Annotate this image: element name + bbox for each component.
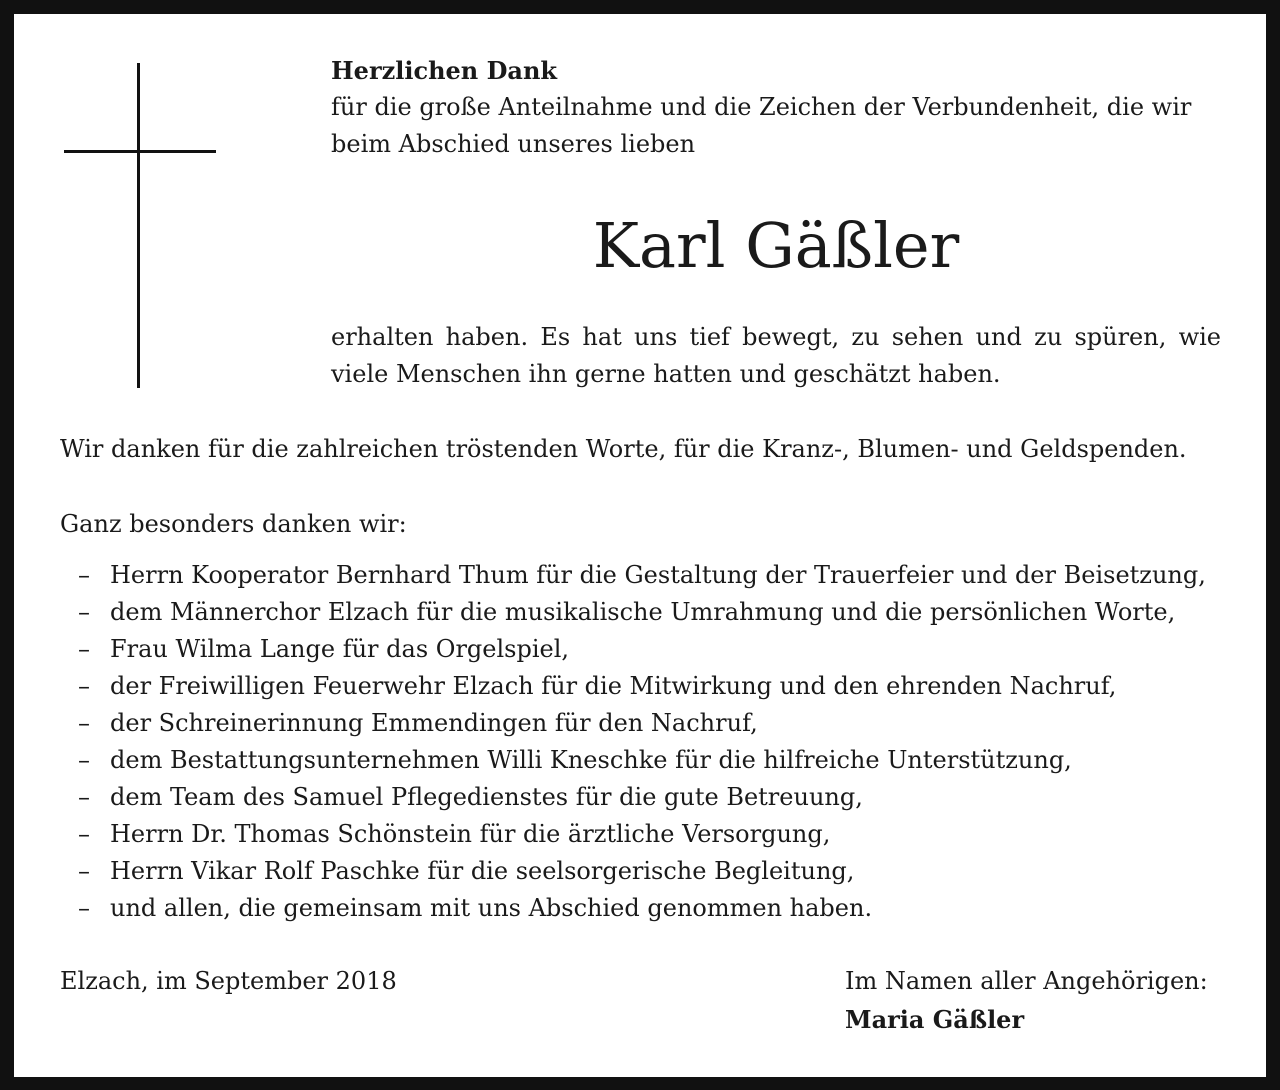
- list-item-text: dem Männerchor Elzach für die musikalische Umrahmung und die persönlichen Worte,: [110, 598, 1176, 626]
- dash-bullet: –: [78, 709, 90, 737]
- dash-bullet: –: [78, 820, 90, 848]
- list-item-text: und allen, die gemeinsam mit uns Abschied genommen haben.: [110, 894, 873, 922]
- dash-bullet: –: [78, 635, 90, 663]
- list-item-text: Herrn Vikar Rolf Paschke für die seelsorgerische Begleitung,: [110, 857, 855, 885]
- list-item-text: Herrn Kooperator Bernhard Thum für die Gestaltung der Trauerfeier und der Beisetzung,: [110, 561, 1206, 589]
- list-item: [78, 668, 1206, 705]
- signer-name: Maria Gäßler: [845, 1005, 1025, 1034]
- dash-bullet: –: [78, 894, 90, 922]
- cross-vertical-bar: [137, 63, 140, 388]
- list-item-text: der Freiwilligen Feuerwehr Elzach für die Mitwirkung und den ehrenden Nachruf,: [110, 672, 1117, 700]
- list-item: [78, 594, 1206, 631]
- dash-bullet: –: [78, 746, 90, 774]
- intro-block: [331, 52, 1221, 163]
- dash-bullet: –: [78, 857, 90, 885]
- list-item-text: Herrn Dr. Thomas Schönstein für die ärztliche Versorgung,: [110, 820, 831, 848]
- list-item: [78, 742, 1206, 779]
- list-item: [78, 853, 1206, 890]
- list-item-text: der Schreinerinnung Emmendingen für den Nachruf,: [110, 709, 758, 737]
- list-item: [78, 631, 1206, 668]
- general-thanks: Wir danken für die zahlreichen tröstenden Worte, für die Kranz-, Blumen- und Geldspenden.: [60, 435, 1187, 463]
- dash-bullet: –: [78, 672, 90, 700]
- list-item: [78, 890, 1206, 927]
- deceased-name: Karl Gäßler: [592, 209, 960, 282]
- place-date: Elzach, im September 2018: [60, 967, 397, 995]
- notice-title: Herzlichen Dank: [331, 56, 558, 85]
- intro-line-2: beim Abschied unseres lieben: [331, 130, 696, 158]
- list-item-text: Frau Wilma Lange für das Orgelspiel,: [110, 635, 570, 663]
- special-thanks-list: [78, 557, 1206, 927]
- dash-bullet: –: [78, 598, 90, 626]
- intro-line-1: für die große Anteilnahme und die Zeichen der Verbundenheit, die wir: [331, 93, 1192, 121]
- dash-bullet: –: [78, 561, 90, 589]
- on-behalf-label: Im Namen aller Angehörigen:: [845, 967, 1208, 995]
- list-item: [78, 705, 1206, 742]
- after-name-text: erhalten haben. Es hat uns tief bewegt, zu sehen und zu spüren, wie viele Menschen ihn gerne hatten und geschätzt haben.: [331, 323, 1221, 388]
- list-item-text: dem Team des Samuel Pflegedienstes für die gute Betreuung,: [110, 783, 863, 811]
- list-item: [78, 557, 1206, 594]
- list-item-text: dem Bestattungsunternehmen Willi Kneschke für die hilfreiche Unterstützung,: [110, 746, 1072, 774]
- cross-horizontal-bar: [64, 150, 216, 153]
- list-item: [78, 816, 1206, 853]
- special-thanks-heading: Ganz besonders danken wir:: [60, 510, 407, 538]
- list-item: [78, 779, 1206, 816]
- dash-bullet: –: [78, 783, 90, 811]
